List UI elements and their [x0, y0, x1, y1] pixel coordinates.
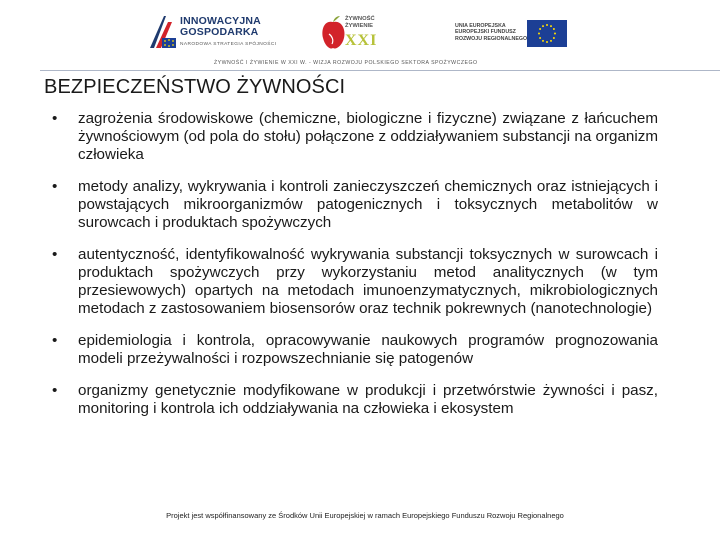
ig-subtitle: NARODOWA STRATEGIA SPÓJNOŚCI	[180, 42, 277, 47]
list-item	[48, 110, 658, 164]
bullet-icon: •	[52, 178, 58, 195]
eu-line2: EUROPEJSKI FUNDUSZ	[455, 29, 516, 36]
zy-line1: ŻYWNOŚĆ	[345, 16, 375, 22]
eu-line3: ROZWOJU REGIONALNEGO	[455, 35, 528, 42]
list-item-text: metody analizy, wykrywania i kontroli zanieczyszczeń chemicznych oraz istniejących i powstających mikroorganizmów patogenicznych i toksycznych metabolitów w surowcach i produktach spożywczych	[78, 178, 658, 231]
innowacyjna-gospodarka-wordmark	[180, 16, 261, 38]
tagline: ŻYWNOŚĆ I ŻYWIENIE W XXI W. - WIZJA ROZWOJU POLSKIEGO SEKTORA SPOŻYWCZEGO	[214, 60, 478, 66]
zywnosc-zywienie-logo	[320, 8, 380, 58]
footer-note: Projekt jest współfinansowany ze Środków Unii Europejskiej w ramach Europejskiego Funduszu Rozwoju Regionalnego	[166, 511, 564, 520]
apple-icon	[320, 14, 346, 52]
bullet-icon: •	[52, 382, 58, 399]
list-item	[48, 246, 658, 318]
list-item-text: organizmy genetycznie modyfikowane w produkcji i przetwórstwie żywności i pasz, monitoring i kontrola ich oddziaływania na człowieka i ekosystem	[78, 382, 658, 417]
zywnosc-wordmark	[345, 16, 375, 29]
eu-line1: UNIA EUROPEJSKA	[455, 23, 506, 29]
zy-xxi: XXI	[345, 32, 378, 49]
ig-line1: INNOWACYJNA	[180, 15, 261, 27]
list-item	[48, 332, 658, 368]
eu-flag-icon	[527, 20, 567, 47]
bullet-list	[48, 110, 658, 418]
header-divider	[40, 70, 720, 71]
list-item-text: epidemiologia i kontrola, opracowywanie naukowych programów prognozowania modeli przeżywalności i rozpowszechnianie się patogenów	[78, 332, 658, 367]
eu-wordmark	[455, 23, 527, 42]
bullet-icon: •	[52, 246, 58, 263]
bullet-icon: •	[52, 110, 58, 127]
list-item	[48, 382, 658, 418]
logo-strip	[0, 0, 720, 72]
eu-logo	[455, 20, 565, 50]
list-item-text: zagrożenia środowiskowe (chemiczne, biologiczne i fizyczne) związane z łańcuchem żywnościowym (od pola do stołu) połączone z oddziaływaniem substancji na organizm człowieka	[78, 110, 658, 163]
list-item	[48, 178, 658, 232]
innowacyjna-gospodarka-mark-icon	[148, 14, 178, 50]
innowacyjna-gospodarka-logo	[148, 12, 277, 54]
list-item-text: autentyczność, identyfikowalność wykrywania substancji toksycznych w surowcach i produktach spożywczych przy wykorzystaniu metod analitycznych (w tym przesiewowych) opartych na metodach imunoenzymatycznych, mikrobiologicznych metodach z zastosowaniem biosensorów oraz technik pokrewnych (nanotechnologie)	[78, 246, 658, 317]
zy-line2: ŻYWIENIE	[345, 22, 374, 29]
slide-title: BEZPIECZEŃSTWO ŻYWNOŚCI	[44, 76, 346, 98]
bullet-icon: •	[52, 332, 58, 349]
ig-line2: GOSPODARKA	[180, 26, 259, 38]
